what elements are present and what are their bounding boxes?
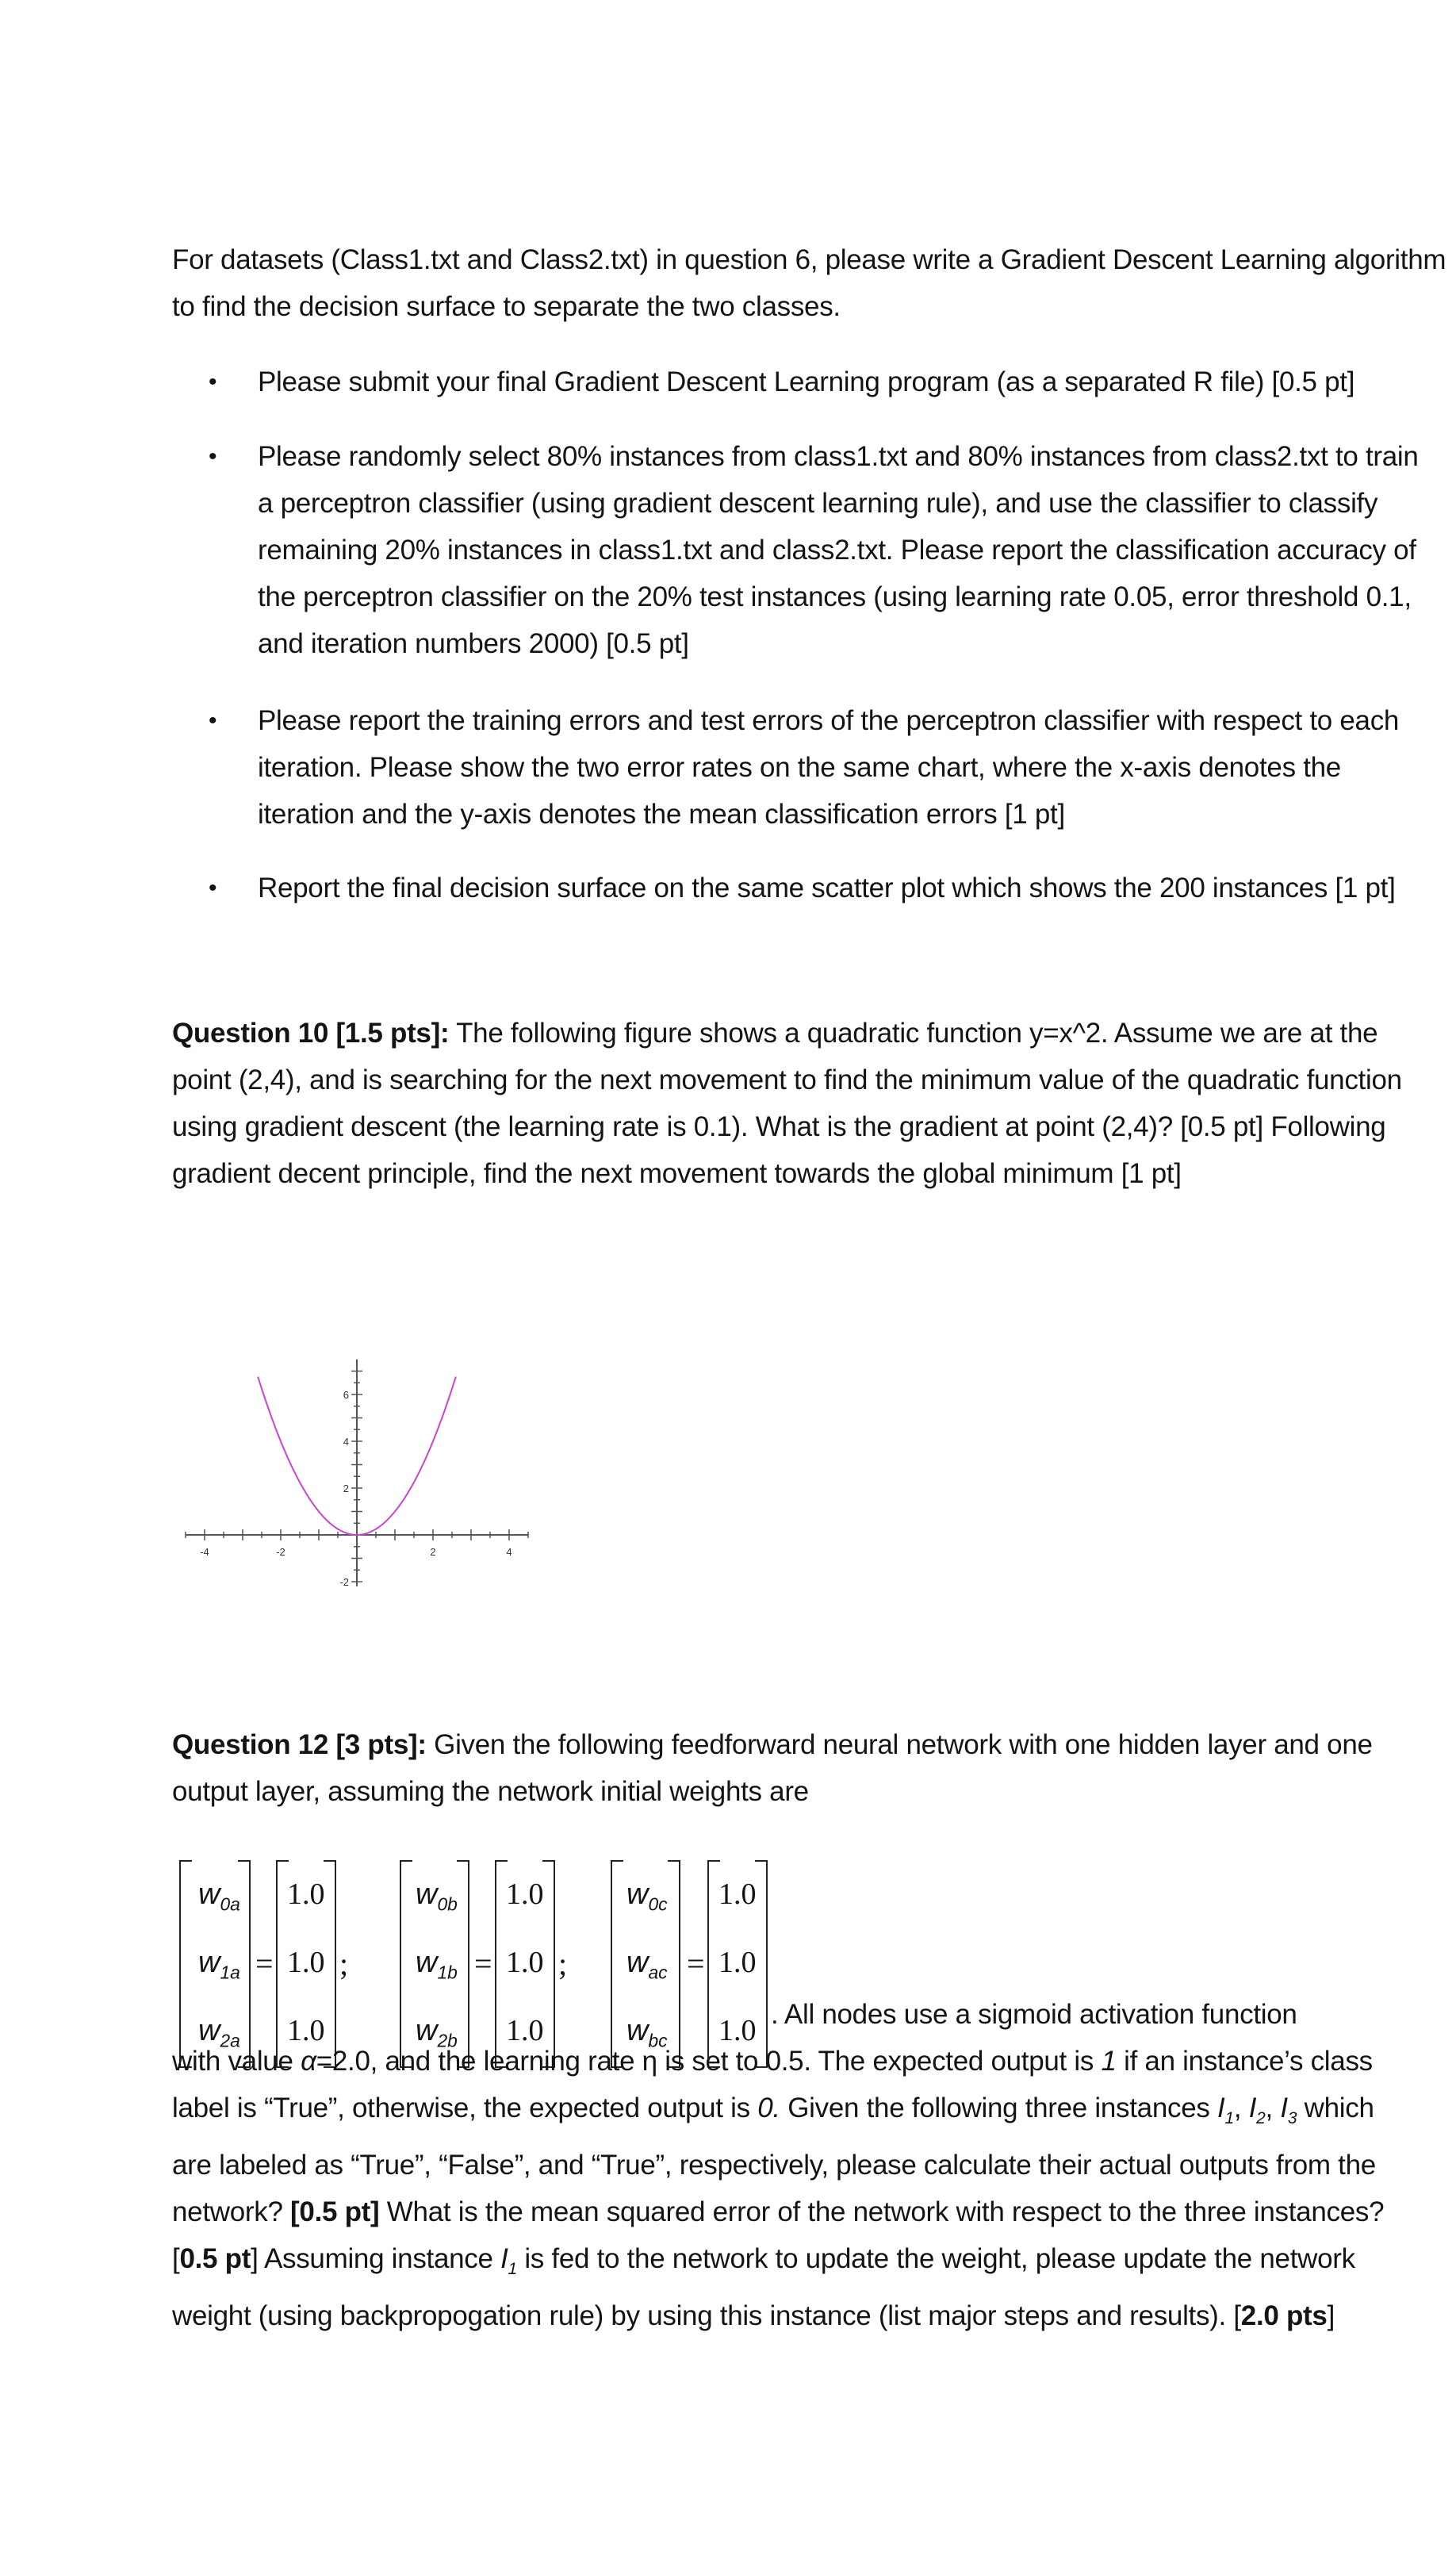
bullet-2-line-1: Please randomly select 80% instances from class1.txt and 80% instances from class2.txt to train: [258, 441, 1419, 472]
matrix-separator: ;: [558, 1946, 568, 1981]
question-12-body: [172, 2038, 1385, 2339]
x-tick-label: 4: [506, 1546, 512, 1558]
intro-line-1: For datasets (Class1.txt and Class2.txt) in question 6, please write a Gradient Descent Learning algorithm: [172, 244, 1446, 275]
bullet-2-line-5: and iteration numbers 2000) [0.5 pt]: [258, 628, 689, 659]
q12-line-6: network? [0.5 pt] What is the mean squared error of the network with respect to the three instances?: [172, 2196, 1385, 2227]
bullet-2-line-4: the perceptron classifier on the 20% test instances (using learning rate 0.05, error threshold 0.1,: [258, 581, 1412, 612]
value-c-0: 1.0: [718, 1878, 757, 1911]
matrix-bracket-right: [457, 1860, 469, 2068]
q12-line-4: label is “True”, otherwise, the expected output is 0. Given the following three instances $I_1$, $I_2$, $I_3$ which: [172, 2093, 1374, 2127]
q10-line-1-text: The following figure shows a quadratic function y=x^2. Assume we are at the: [449, 1018, 1378, 1049]
bullet-4-line-1: Report the final decision surface on the same scatter plot which shows the 200 instances [1 pt]: [258, 873, 1396, 903]
y-tick-label: 2: [343, 1483, 349, 1494]
value-c-2: 1.0: [718, 2014, 757, 2047]
weight-w1b: $w_{1b}$: [416, 1946, 458, 1983]
matrix-bracket-right: [542, 1860, 555, 2068]
q10-heading: Question 10 [1.5 pts]:: [172, 1018, 450, 1049]
x-tick-label: 2: [430, 1546, 436, 1558]
bullet-2-line-3: remaining 20% instances in class1.txt and class2.txt. Please report the classification accuracy of: [258, 535, 1416, 566]
bullet-item-3: [258, 697, 1400, 838]
alpha-symbol: α: [301, 2046, 316, 2077]
bullet-item-1: [258, 359, 1355, 405]
bullet-2-line-2: a perceptron classifier (using gradient descent learning rule), and use the classifier to classify: [258, 488, 1378, 519]
value-a-0: 1.0: [287, 1878, 325, 1911]
matrix-bracket-left: [400, 1860, 412, 2068]
matrix-bracket-right: [668, 1860, 680, 2068]
value-b-1: 1.0: [506, 1946, 544, 1979]
q12-line-2: output layer, assuming the network initial weights are: [172, 1776, 809, 1807]
q12-line-3: with value α=2.0, and the learning rate η is set to 0.5. The expected output is 1 if an instance’s class: [172, 2046, 1373, 2077]
y-tick-label: 4: [343, 1436, 349, 1448]
x-tick-label: -4: [200, 1546, 209, 1558]
bullet-marker: •: [209, 369, 217, 395]
parabola-chart: [167, 1237, 539, 1634]
weight-w2a: $w_{2a}$: [198, 2014, 240, 2051]
weight-w1a: $w_{1a}$: [198, 1946, 240, 1983]
bullet-3-line-1: Please report the training errors and test errors of the perceptron classifier with respect to each: [258, 705, 1400, 736]
question-12: [172, 1721, 1373, 1815]
bullet-marker: •: [209, 443, 217, 470]
x-tick-label: -2: [276, 1546, 285, 1558]
matrix-bracket-left: [611, 1860, 623, 2068]
bullet-marker: •: [209, 875, 217, 901]
value-a-2: 1.0: [287, 2014, 325, 2047]
value-c-1: 1.0: [718, 1946, 757, 1979]
q10-line-2: point (2,4), and is searching for the next movement to find the minimum value of the quadratic function: [172, 1065, 1402, 1095]
weight-w0a: $w_{0a}$: [198, 1878, 240, 1915]
bullet-item-4: [258, 865, 1396, 911]
q12-line-8: weight (using backpropogation rule) by using this instance (list major steps and results). [2.0 pts]: [172, 2300, 1335, 2331]
y-tick-label: -2: [339, 1576, 349, 1588]
q12-heading: Question 12 [3 pts]:: [172, 1729, 427, 1760]
q10-line-1: [172, 1010, 1378, 1057]
question-10: [172, 1010, 1402, 1197]
equals-sign: =: [474, 1946, 492, 1981]
bullet-3-line-2: iteration. Please show the two error rates on the same chart, where the x-axis denotes the: [258, 752, 1341, 783]
intro-line-2: to find the decision surface to separate the two classes.: [172, 291, 841, 322]
weight-w2b: $w_{2b}$: [416, 2014, 458, 2051]
matrix-separator: ;: [339, 1946, 349, 1981]
q12-line-1-text: Given the following feedforward neural network with one hidden layer and one: [426, 1729, 1373, 1760]
bullet-3-line-3: iteration and the y-axis denotes the mean classification errors [1 pt]: [258, 799, 1065, 830]
weight-wbc: $w_{bc}$: [626, 2014, 668, 2051]
bullet-marker: •: [209, 708, 217, 734]
value-a-1: 1.0: [287, 1946, 325, 1979]
y-tick-label: 6: [343, 1389, 349, 1401]
q12-after-matrix: . All nodes use a sigmoid activation function: [771, 1999, 1297, 2030]
weight-wac: $w_{ac}$: [626, 1946, 668, 1983]
equals-sign: =: [255, 1946, 274, 1981]
q10-line-3: using gradient descent (the learning rate is 0.1). What is the gradient at point (2,4)? [0.5 pt] Following: [172, 1111, 1386, 1142]
matrix-bracket-right: [755, 1860, 768, 2068]
bullet-1-line-1: Please submit your final Gradient Descent Learning program (as a separated R file) [0.5 pt]: [258, 366, 1355, 397]
equals-sign: =: [687, 1946, 705, 1981]
intro-paragraph: [172, 236, 1446, 330]
weight-w0c: $w_{0c}$: [626, 1878, 668, 1915]
bullet-item-2: [258, 433, 1419, 667]
value-b-0: 1.0: [506, 1878, 544, 1911]
q12-line-5: are labeled as “True”, “False”, and “True”, respectively, please calculate their actual outputs from the: [172, 2150, 1376, 2181]
matrix-bracket-right: [238, 1860, 251, 2068]
q12-line-1: [172, 1721, 1373, 1768]
q12-line-7: [0.5 pt] Assuming instance $I_1$ is fed to the network to update the weight, please update the network: [172, 2243, 1355, 2278]
value-b-2: 1.0: [506, 2014, 544, 2047]
matrix-bracket-left: [179, 1860, 192, 2068]
q10-line-4: gradient decent principle, find the next movement towards the global minimum [1 pt]: [172, 1158, 1182, 1189]
weight-w0b: $w_{0b}$: [416, 1878, 458, 1915]
matrix-bracket-right: [324, 1860, 336, 2068]
